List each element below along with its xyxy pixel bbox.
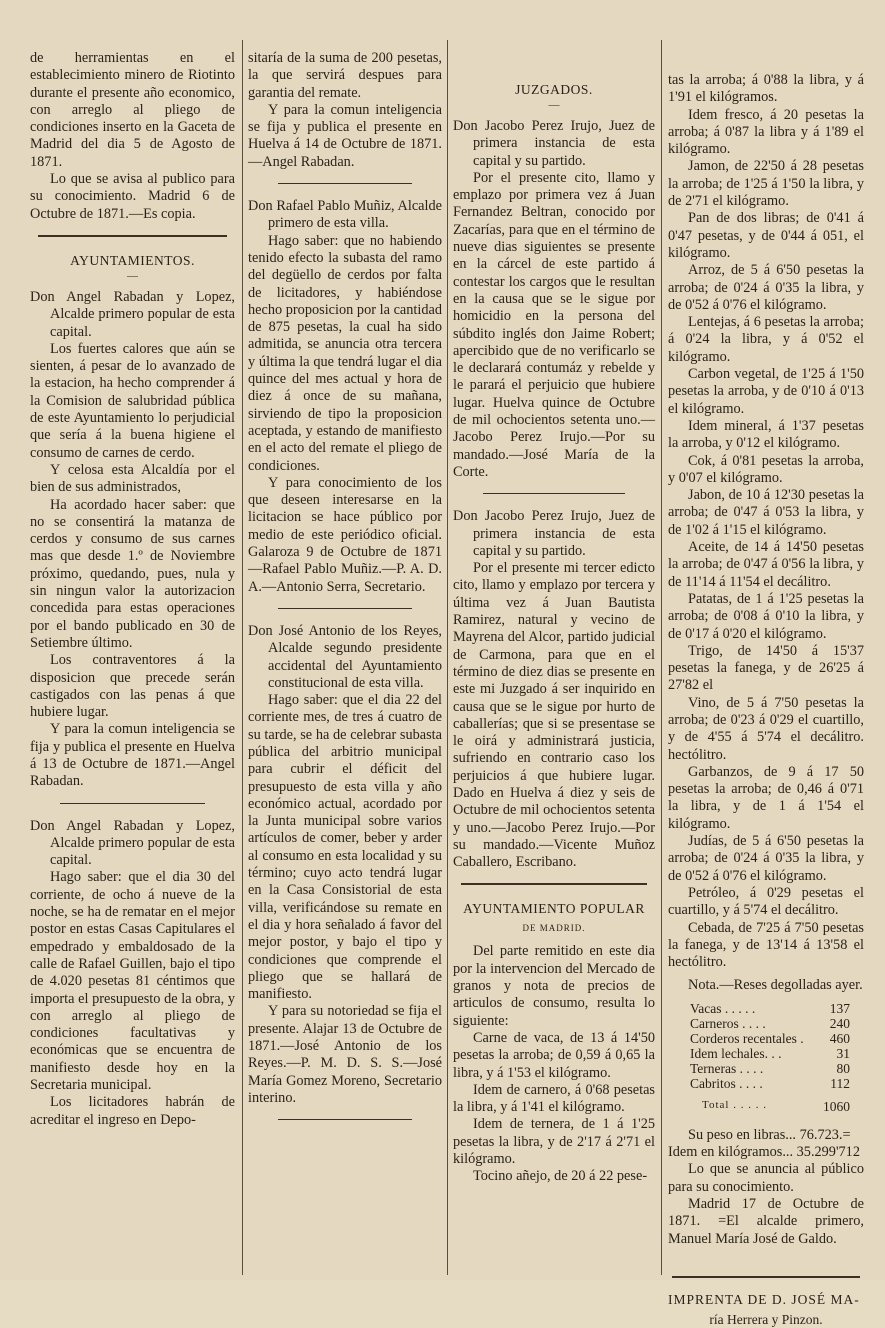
section-heading: AYUNTAMIENTO POPULAR [463,901,645,917]
price-item: Idem fresco, á 20 pesetas la arroba; á 0'87 la libra y á 1'89 el kilógramo. [668,106,864,158]
price-item: Carbon vegetal, de 1'25 á 1'50 pesetas la arroba, y de 0'10 á 0'13 el kilógramo. [668,366,864,417]
reses-row [668,1031,864,1046]
reses-row [668,1016,864,1031]
price-item: Petróleo, á 0'29 pesetas el cuartillo, y á 5'74 el decálitro. [668,884,864,919]
price-item: Jamon, de 22'50 á 28 pesetas la arroba; de 1'25 á 1'50 la libra, y de 2'71 el kilógramo. [668,158,864,210]
reses-label: Carneros . . . . [690,1015,766,1031]
paragraph: Idem de carnero, á 0'68 pesetas la libra, y á 1'41 el kilógramo. [453,1081,655,1116]
reses-value: 460 [829,1030,850,1046]
paragraph: de herramientas en el establecimiento minero de Riotinto durante el presente año economico, con arreglo al pliego de condiciones inserto en la Gaceta de Madrid del dia 5 de Agosto de 1871. [30,50,235,170]
price-item: Cok, á 0'81 pesetas la arroba, y 0'07 el kilógramo. [668,452,864,486]
price-item: Jabon, de 10 á 12'30 pesetas la arroba; de 0'47 á 0'53 la libra, y de 1'02 á 1'15 el kilógramo. [668,487,864,538]
reses-row [668,1046,864,1061]
notice-heading: Don Rafael Pablo Muñiz, Alcalde primero de esta villa. [248,198,442,232]
reses-value: 112 [830,1075,850,1091]
paragraph: Y para su notoriedad se fija el presente. Alajar 13 de Octubre de 1871.—José Antonio de los Reyes.—P. M. D. S. S.—José María Gomez Moreno, Secretario interino. [248,1003,442,1106]
paragraph: Hago saber: que el dia 30 del corriente, de ocho á nueve de la noche, se ha de rematar en el mejor postor en estas Casas Capitulares el empedrado y embaldosado de la calle de Rafael Guillen, bajo el tipo de 4.020 pesetas 81 céntimos que importa el presupuesto de la obra, y con arreglo al pliego de condiciones facultativas y económicas que se encuentra de manifiesto desde hoy en la Secretaria municipal. [30,869,235,1094]
column-rule [447,40,448,1275]
total-value: 1060 [823,1098,850,1114]
section-heading: JUZGADOS. [515,82,593,97]
separator [60,803,205,804]
nota-heading: Nota.—Reses degolladas ayer. [688,977,863,994]
separator [278,1119,412,1120]
price-item: Judías, de 5 á 6'50 pesetas la arroba; de 0'24 á 0'35 la libra, y de 0'52 á 0'76 el kilógramo. [668,833,864,884]
section-heading: AYUNTAMIENTOS. [70,252,195,268]
column-3 [453,50,655,1270]
reses-value: 137 [829,1000,850,1016]
price-item: Pan de dos libras; de 0'41 á 0'47 pesetas, y de 0'44 á 051, el kilógramo. [668,210,864,261]
dash: — [548,99,560,111]
reses-row [668,1076,864,1091]
column-rule [661,40,662,1275]
price-item: Vino, de 5 á 7'50 pesetas la arroba; de 0'23 á 0'29 el cuartillo, y de 4'55 á 5'74 el decálitro. hectólitro. [668,694,864,763]
printer-imprint: ría Herrera y Pinzon. [709,1311,823,1327]
paragraph: sitaría de la suma de 200 pesetas, la que servirá despues para garantia del remate. [248,50,442,101]
price-item: Cebada, de 7'25 á 7'50 pesetas la fanega, y de 13'14 á 13'58 el hectólitro. [668,919,864,971]
reses-row [668,1061,864,1076]
paragraph: Y para la comun inteligencia se fija y publica el presente en Huelva á 13 de Octubre de 1871.—Angel Rabadan. [30,721,235,790]
total-row [668,1099,850,1115]
section-subheading: DE MADRID. [522,923,586,934]
paragraph: Y celosa esta Alcaldía por el bien de sus administrados, [30,461,235,496]
paragraph: Y para conocimiento de los que deseen interesarse en la licitacion se hace público por medio de este periódico oficial. Galaroza 9 de Octubre de 1871 —Rafael Pablo Muñiz.—P. A. D. A.—Antonio Serra, Secretario. [248,474,442,595]
dash: — [127,269,138,282]
paragraph: Lo que se anuncia al público para su conocimiento. [668,1161,864,1195]
reses-row [668,1001,864,1016]
paragraph: Los fuertes calores que aún se sienten, á pesar de lo avanzado de la estacion, ha hecho comprender á la Comision de salubridad pública de este Ayuntamiento lo perjudicial que sería á la buena higiene el consumo de carnes de cerdo. [30,340,235,461]
paragraph: Lo que se avisa al publico para su conocimiento. Madrid 6 de Octubre de 1871.—Es copia. [30,171,235,222]
reses-label: Corderos recentales . [690,1030,804,1046]
price-item: Idem mineral, á 1'37 pesetas la arroba, y 0'12 el kilógramo. [668,417,864,452]
price-item: Garbanzos, de 9 á 17 50 pesetas la arroba; de 0,46 á 0'71 la libra, y de 1 á 1'54 el kilógramo. [668,763,864,832]
column-rule [242,40,243,1275]
column-4 [668,72,864,1327]
notice-heading: Don Jacobo Perez Irujo, Juez de primera instancia de esta capital y su partido. [453,118,655,169]
paragraph: Su peso en libras... 76.723.= [688,1126,851,1143]
paragraph: Hago saber: que no habiendo tenido efecto la subasta del ramo del degüello de cerdos por falta de licitadores, y habiéndose hecho proposicion por la cantidad de 875 pesetas, la cual ha sido admitida, se anuncia otra tercera y última la que tendrá lugar el dia quince del mes actual y hora de diez á once de su mañana, sirviendo de tipo la proposicion aceptada, y estando de manifiesto en el acto del remate el pliego de condiciones. [248,232,442,474]
notice-heading: Don José Antonio de los Reyes, Alcalde segundo presidente accidental del Ayuntamiento constitucional de esta villa. [248,622,442,691]
paragraph: Tocino añejo, de 20 á 22 pese- [473,1168,648,1185]
reses-label: Cabritos . . . . [690,1075,763,1091]
notice-heading: Don Angel Rabadan y Lopez, Alcalde primero popular de esta capital. [30,817,235,869]
reses-value: 80 [836,1060,850,1076]
paragraph: Los contraventores á la disposicion que precede serán castigados con las penas á que hubiere lugar. [30,652,235,721]
reses-label: Terneras . . . . [690,1060,764,1076]
notice-heading: Don Angel Rabadan y Lopez, Alcalde primero popular de esta capital. [30,288,235,340]
paragraph: Por el presente mi tercer edicto cito, llamo y emplazo por tercera y última vez á Juan Bautista Ramirez, natural y vecino de Mayrena del Alcor, partido judicial de Carmona, para que en el término de diez dias se presente en este mi Juzgado á ser inquirido en causa que se le sigue por hurto de caballerías; que si se presentase se le oirá y administrará justicia, sufriendo en contrario caso los perjuicios á que hubiere lugar. Dado en Huelva á diez y seis de Octubre de mil ochocientos setenta y uno.—Jacobo Perez Irujo.—Por su mandado.—Vicente Muñoz Caballero, Escribano. [453,560,655,871]
price-item: Trigo, de 14'50 á 15'37 pesetas la fanega, y de 26'25 á 27'82 el [668,642,864,694]
printer-imprint: IMPRENTA DE D. JOSÉ MA- [668,1291,860,1307]
price-item: Patatas, de 1 á 1'25 pesetas la arroba; de 0'08 á 0'10 la libra, y de 0'17 á 0'20 el kilógramo. [668,590,864,642]
section-separator [38,235,227,237]
price-item: Lentejas, á 6 pesetas la arroba; á 0'24 la libra, y á 0'52 el kilógramo. [668,314,864,365]
reses-value: 240 [829,1015,850,1031]
paragraph: Idem de ternera, de 1 á 1'25 pesetas la libra, y de 2'17 á 2'71 el kilógramo. [453,1116,655,1168]
paragraph: Idem en kilógramos... 35.299'712 [668,1144,860,1161]
reses-table [668,1001,864,1091]
section-separator [672,1276,860,1278]
paragraph: Y para la comun inteligencia se fija y publica el presente en Huelva á 14 de Octubre de 1871.—Angel Rabadan. [248,101,442,170]
paragraph: Hago saber: que el dia 22 del corriente mes, de tres á cuatro de su tarde, se ha de celebrar subasta pública del arbitrio municipal para cubrir el déficit del presupuesto de esta villa y año económico actual, acordado por la Junta municipal sobre varios artículos de comer, beber y arder al consumo en esta localidad y su término; cuyo acto tendrá lugar en la Casa Consistorial de esta villa, verificándose su remate en el dia y hora señalado á favor del mejor postor, y bajo el tipo y condiciones que comprende el pliego que se hallará de manifiesto. [248,692,442,1003]
notice-heading: Don Jacobo Perez Irujo, Juez de primera instancia de esta capital y su partido. [453,508,655,559]
paragraph: Del parte remitido en este dia por la intervencion del Mercado de granos y nota de precios de articulos de consumo, resulta lo siguiente: [453,943,655,1029]
paragraph: Madrid 17 de Octubre de 1871. =El alcalde primero, Manuel María José de Galdo. [668,1195,864,1247]
paragraph: Carne de vaca, de 13 á 14'50 pesetas la arroba; de 0,59 á 0,65 la libra, y á 1'53 el kilógramo. [453,1029,655,1081]
separator [278,608,412,609]
separator [278,183,412,184]
price-item: tas la arroba; á 0'88 la libra, y á 1'91 el kilógramos. [668,72,864,106]
separator [483,493,625,494]
reses-value: 31 [836,1045,850,1061]
paragraph: Los licitadores habrán de acreditar el ingreso en Depo- [30,1094,235,1128]
price-item: Aceite, de 14 á 14'50 pesetas la arroba; de 0'47 á 0'56 la libra, y de 11'14 á 11'54 el decálitro. [668,539,864,590]
column-1 [30,50,235,1270]
total-label: Total . . . . . [702,1098,767,1111]
section-separator [461,883,647,885]
column-2 [248,50,442,1270]
paragraph: Ha acordado hacer saber: que no se consentirá la matanza de cerdos y consumo de sus carnes mas que desde 1.º de Noviembre próximo, quedando, pues, nula y sin ningun valor la autorizacion concedida para estas operaciones por el bando publicado en 30 de Setiembre último. [30,496,235,651]
reses-label: Idem lechales. . . [690,1045,782,1061]
price-item: Arroz, de 5 á 6'50 pesetas la arroba; de 0'24 á 0'35 la libra, y de 0'52 á 0'76 el kilógramo. [668,262,864,313]
reses-label: Vacas . . . . . [690,1000,756,1016]
paragraph: Por el presente cito, llamo y emplazo por primera vez á Juan Fernandez Beltran, conocido por Zacarías, para que en el término de nueve dias siguientes se presente en la cárcel de este partido á contestar los cargos que le resultan en la causa que se le sigue por homicidio en la persona del súbdito inglés don Jaime Robert; apercibido que de no verificarlo se le declarará contumáz y rebelde y le parará el perjuicio que hubiere lugar. Huelva quince de Octubre de mil ochocientos setenta uno.—Jacobo Perez Irujo.—Por su mandado.—José María de la Corte. [453,169,655,480]
